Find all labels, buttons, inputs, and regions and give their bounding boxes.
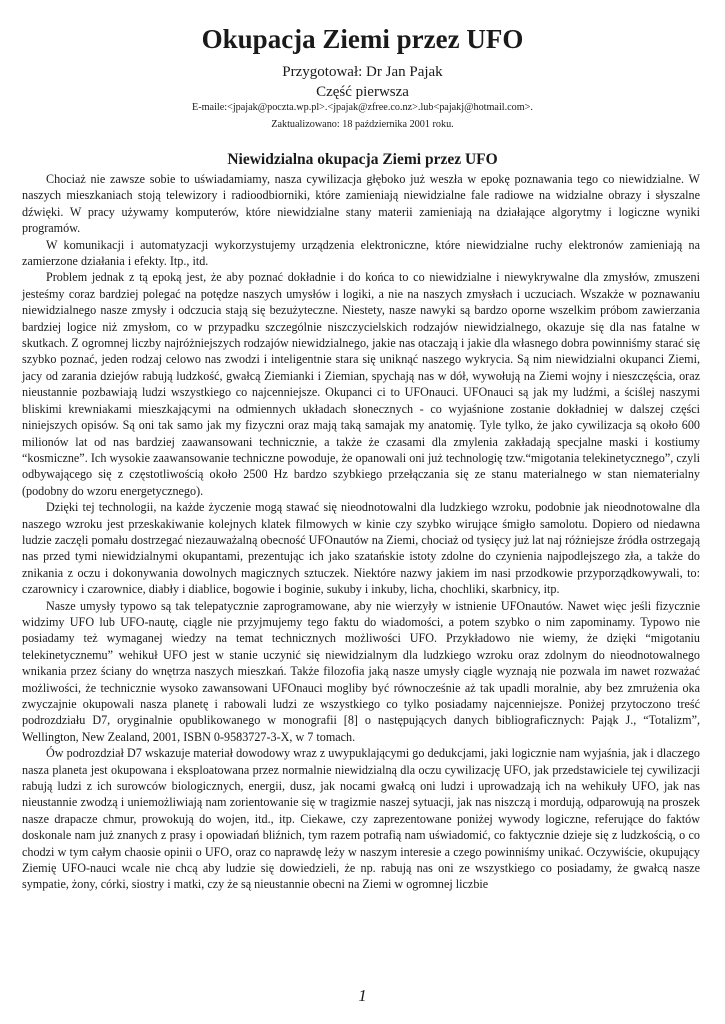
- body-text: [22, 171, 700, 893]
- email-line: E-maile:<jpajak@poczta.wp.pl>.<jpajak@zfree.co.nz>.lub<pajakj@hotmail.com>.: [192, 102, 533, 113]
- paragraph: Ów podrozdział D7 wskazuje materiał dowodowy wraz z uwypuklającymi go dedukcjami, jaki logicznie nam wyjaśnia, jak i dlaczego nasza planeta jest okupowana i eksploatowana przez normalnie niewidzialną dla oczu cywilizację UFO, jak przedstawiciele tej cywilizacji rabują ludzi z ich surowców biologicznych, energii, dusz, jak nocami gwałcą oni ludzi i uprowadzają ich na wehikuły UFO, jak nas nieustannie zwodzą i uniemożliwiają nam zorientowanie się w tragizmie naszej sytuacji, jak nas niszczą i mordują, odparowują na proszek nasze drapacze chmur, prowokują do wojen, itd., itp. Ciekawe, czy zaprezentowane poniżej wywody logiczne, referujące do faktów doskonale nam już znanych z prasy i opowiadań bliźnich, tym razem potrafią nam uświadomić, co faktycznie dzieje się z ludzkością, o co chodzi w tym całym chaosie opinii o UFO, oraz co naprawdę leży w naszym interesie a czego powinniśmy unikać. Oczywiście, okupujący Ziemię UFO-nauci wcale nie chcą aby ludzie się dowiedzieli, że np. rabują nas oni ze wszystkiego co posiadamy, że gwałcą nasze sympatie, żony, córki, siostry i matki, czy że są nieustannie obecni na Ziemi w ogromnej liczbie: [22, 746, 700, 892]
- section-title: Niewidzialna okupacja Ziemi przez UFO: [227, 151, 498, 168]
- paragraph: Nasze umysły typowo są tak telepatycznie zaprogramowane, aby nie wierzyły w istnienie UFOnautów. Nawet więc jeśli fizycznie widzimy UFO lub UFO-nautę, ciągle nie przyjmujemy tego faktu do wiadomości, a potem szybko o nim zapominamy. Typowo nie posiadamy też wymaganej wiedzy na temat technicznych możliwości UFO. Przykładowo nie wiemy, że dzięki “migotaniu telekinetycznemu” wehikuł UFO jest w stanie uczynić się niewidzialnym dla ludzkiego wzroku oraz zdolnym do nieodnotowalnego wnikania przez ściany do wnętrza naszych mieszkań. Także filozofia jaką nasze umysły ciągle wyznają nie pozwala im nawet rozważać możliwości, że technicznie wysoko zawansowani UFOnauci mogliby być równocześnie aż tak upadli moralnie, aby bez zmrużenia oka zwyczajnie okupowali nasza planetę i rabowali ludzi ze wszystkiego co tylko posiadamy najcenniejsze. Poniżej przytoczono treść podrozdziału D7, oryginalnie opublikowanego w monografii [8] o następujących danych bibliograficznych: Pająk J., “Totalizm”, Wellington, New Zealand, 2001, ISBN 0-9583727-3-X, w 7 tomach.: [22, 598, 700, 744]
- document-title: Okupacja Ziemi przez UFO: [201, 24, 524, 54]
- part-label: Część pierwsza: [316, 84, 409, 100]
- paragraph: Chociaż nie zawsze sobie to uświadamiamy, nasza cywilizacja głęboko już weszła w epokę poznawania tego co niewidzialne. W naszych mieszkaniach stoją telewizory i radioodbiorniki, które zamieniają niewidzialne fale radiowe na widzialne obrazy i słyszalne dźwięki. W pracy używamy komputerów, które niewidzialne stany materii zamieniają na działające algorytmy i logiczne wyniki programów.: [22, 172, 700, 236]
- author-line: Przygotował: Dr Jan Pajak: [282, 64, 443, 80]
- paragraph: Problem jednak z tą epoką jest, że aby poznać dokładnie i do końca to co niewidzialne i niewykrywalne dla zmysłów, zmuszeni jesteśmy coraz bardziej polegać na potędze naszych umysłów i logiki, a nie na naszych zmysłach i uczuciach. Wszakże w poznawaniu niewidzialnego nasze zmysły i odczucia stają się bezużyteczne. Niestety, nasze nawyki są bardzo oporne wszelkim próbom zawierzania bardziej logice niż zmysłom, co w przypadku szczególnie niszczycielskich rodzajów niewidzialnego, okazuje się dla nas fatalne w skutkach. Z ogromnej liczby najróżniejszych rodzajów niewidzialnego, jakie nas otaczają i jakie dla własnego dobra powinniśmy starać się szybko poznać, jeden rodzaj celowo nas zwodzi i inteligentnie stara się uniknąć naszego wykrycia. Są nim niewidzialni okupanci Ziemi, jacy od zarania dziejów rabują ludzkość, gwałcą Ziemianki i Ziemian, spychają nas w dół, wywołują na Ziemi wojny i nieszczęścia, oraz nieustannie pozbawiają ludzi wszystkiego co najcenniejsze. Okupanci ci to UFOnauci. UFOnauci są jak my ludźmi, a ściślej naszymi bliskimi krewniakami mieszkającymi na odmiennych układach słonecznych - co wyjaśnione zostanie dokładniej w dalszej części niniejszych opisów. Są oni tak samo jak my fizyczni oraz mają taką samajak my anatomię. Tyle tylko, że jako cywilizacja są około 600 milionów lat od nas bardziej zaawansowani technicznie, a także że czasami dla zmylenia zakładają specjalne maski i kostiumy “kosmiczne”. Ich wysokie zaawansowanie techniczne powoduje, że opanowali oni już technologię tzw.“migotania telekinetycznego”, czyli odbywającego się z częstotliwością około 2500 Hz bardzo szybkiego przełączania się ze stanu materialnego w stan niematerialny (podobny do wzoru energetycznego).: [22, 270, 700, 498]
- paragraph: Dzięki tej technologii, na każde życzenie mogą stawać się nieodnotowalni dla ludzkiego wzroku, podobnie jak nieodnotowalne dla naszego wzroku jest przeskakiwanie kolejnych klatek filmowych w kinie czy szybko wirujące śmigło samolotu. Dopiero od niedawna ludzie zaczęli pomału dostrzegać niezauważalną obecność UFOnautów na Ziemi, chociaż od tysięcy już lat naj różniejsze źródła ostrzegają nas przed tymi niewidzialnymi okupantami, prezentując ich jako szatańskie istoty zdolne do czynienia najpodlejszego zła, a także do znikania z oczu i dokonywania dowolnych magicznych sztuczek. Niektóre nazwy jakiem im nasi przodkowie przyporządkowywali, to: czarownicy i czarownice, diabły i diablice, bogowie i boginie, sukuby i inkuby, licha, chochliki, skarbnicy, itp.: [22, 500, 700, 597]
- updated-date: Zaktualizowano: 18 października 2001 roku.: [271, 119, 454, 130]
- paragraph: W komunikacji i automatyzacji wykorzystujemy urządzenia elektroniczne, które niewidzialne ruchy elektronów zamieniają na zamierzone działania i efekty. Itp., itd.: [22, 237, 700, 269]
- page-number: 1: [358, 986, 367, 1005]
